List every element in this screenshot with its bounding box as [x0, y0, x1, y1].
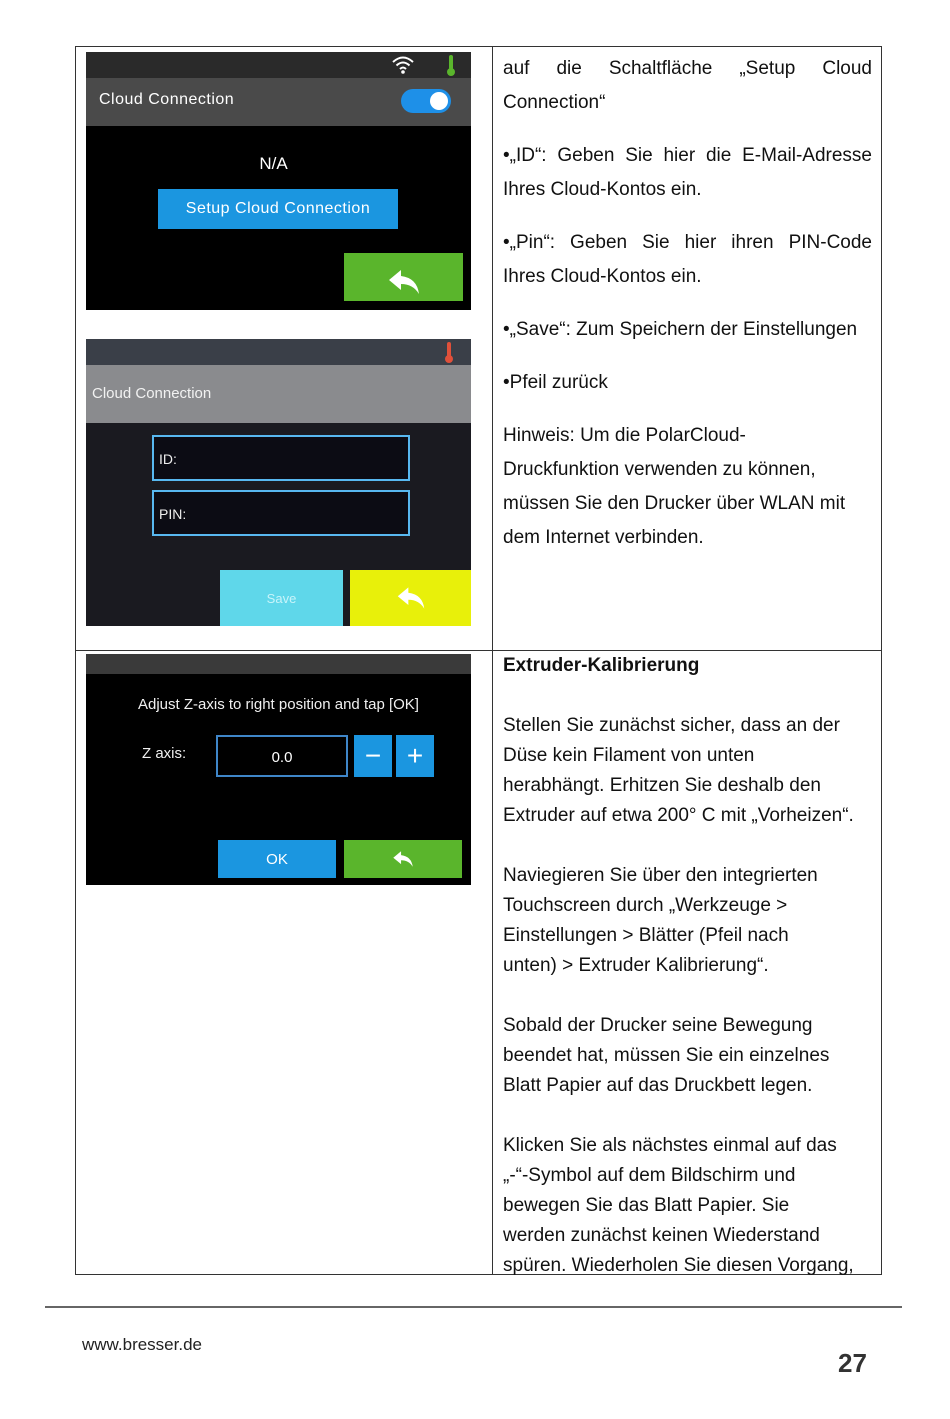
text-line: werden zunächst keinen Wiederstand [503, 1225, 820, 1246]
decrease-button[interactable]: − [354, 735, 392, 777]
toggle-knob [430, 92, 448, 110]
text-line: dem Internet verbinden. [503, 527, 704, 548]
text-line: auf die Schaltfläche „Setup Cloud [503, 58, 872, 79]
footer-divider [45, 1306, 902, 1308]
back-button[interactable] [350, 570, 471, 626]
back-button[interactable] [344, 840, 462, 878]
back-arrow-icon [396, 584, 426, 612]
ok-button[interactable]: OK [218, 840, 336, 878]
text-line: Ihres Cloud-Kontos ein. [503, 179, 702, 200]
text-line: Hinweis: Um die PolarCloud- [503, 425, 746, 446]
cloud-instructions [503, 52, 872, 555]
text-line: Extruder auf etwa 200° C mit „Vorheizen“. [503, 805, 854, 826]
back-arrow-icon [392, 849, 414, 869]
text-line: Blatt Papier auf das Druckbett legen. [503, 1075, 813, 1096]
z-axis-value[interactable]: 0.0 [216, 735, 348, 777]
screen-title: Cloud Connection [92, 385, 212, 402]
id-label: ID: [159, 451, 177, 467]
z-axis-calibration-screenshot [86, 654, 471, 885]
status-bar [86, 339, 471, 365]
text-line: •Pfeil zurück [503, 372, 608, 393]
wifi-icon [391, 55, 415, 75]
text-line: •„ID“: Geben Sie hier die E-Mail-Adresse [503, 145, 872, 166]
extruder-calibration-instructions [503, 651, 872, 1281]
setup-cloud-connection-button[interactable]: Setup Cloud Connection [158, 189, 398, 229]
header-bar [86, 365, 471, 423]
text-line: Einstellungen > Blätter (Pfeil nach [503, 925, 789, 946]
status-bar [86, 654, 471, 674]
text-line: Connection“ [503, 92, 606, 113]
text-line: herabhängt. Erhitzen Sie deshalb den [503, 775, 821, 796]
back-arrow-icon [387, 268, 421, 296]
back-button[interactable] [344, 253, 463, 301]
text-line: Klicken Sie als nächstes einmal auf das [503, 1135, 837, 1156]
text-line: Stellen Sie zunächst sicher, dass an der [503, 715, 840, 736]
text-line: Düse kein Filament von unten [503, 745, 755, 766]
text-line: Ihres Cloud-Kontos ein. [503, 266, 702, 287]
cloud-toggle[interactable] [401, 89, 451, 113]
text-line: Naviegieren Sie über den integrierten [503, 865, 818, 886]
text-line: •„Save“: Zum Speichern der Einstellungen [503, 319, 858, 340]
thermometer-icon [443, 340, 455, 364]
save-button[interactable]: Save [220, 570, 343, 626]
pin-label: PIN: [159, 506, 187, 522]
thermometer-icon [445, 53, 457, 77]
text-line: •„Pin“: Geben Sie hier ihren PIN-Code [503, 232, 872, 253]
id-field[interactable] [152, 435, 410, 481]
text-line: beendet hat, müssen Sie ein einzelnes [503, 1045, 830, 1066]
text-line: „-“-Symbol auf dem Bildschirm und [503, 1165, 796, 1186]
paragraph [503, 1131, 872, 1281]
text-line: bewegen Sie das Blatt Papier. Sie [503, 1195, 790, 1216]
screen-title: Cloud Connection [99, 91, 235, 108]
z-axis-label: Z axis: [142, 745, 187, 762]
section-heading: Extruder-Kalibrierung [503, 655, 700, 676]
text-line: Druckfunktion verwenden zu können, [503, 459, 816, 480]
paragraph [503, 1011, 872, 1101]
connection-status: N/A [259, 154, 288, 173]
pin-field[interactable] [152, 490, 410, 536]
cloud-connection-screenshot [86, 52, 471, 310]
text-line: spüren. Wiederholen Sie diesen Vorgang, [503, 1255, 854, 1276]
text-line: Touchscreen durch „Werkzeuge > [503, 895, 788, 916]
page-number: 27 [838, 1348, 867, 1378]
paragraph [503, 861, 872, 981]
text-line: müssen Sie den Drucker über WLAN mit [503, 493, 846, 514]
calibration-instruction: Adjust Z-axis to right position and tap [OK] [138, 696, 419, 713]
increase-button[interactable]: + [396, 735, 434, 777]
footer-url: www.bresser.de [82, 1335, 202, 1354]
cloud-login-screenshot [86, 339, 471, 626]
table-column-divider [492, 46, 493, 1275]
text-line: Sobald der Drucker seine Bewegung [503, 1015, 813, 1036]
paragraph [503, 711, 872, 831]
status-bar [86, 52, 471, 78]
text-line: unten) > Extruder Kalibrierung“. [503, 955, 769, 976]
